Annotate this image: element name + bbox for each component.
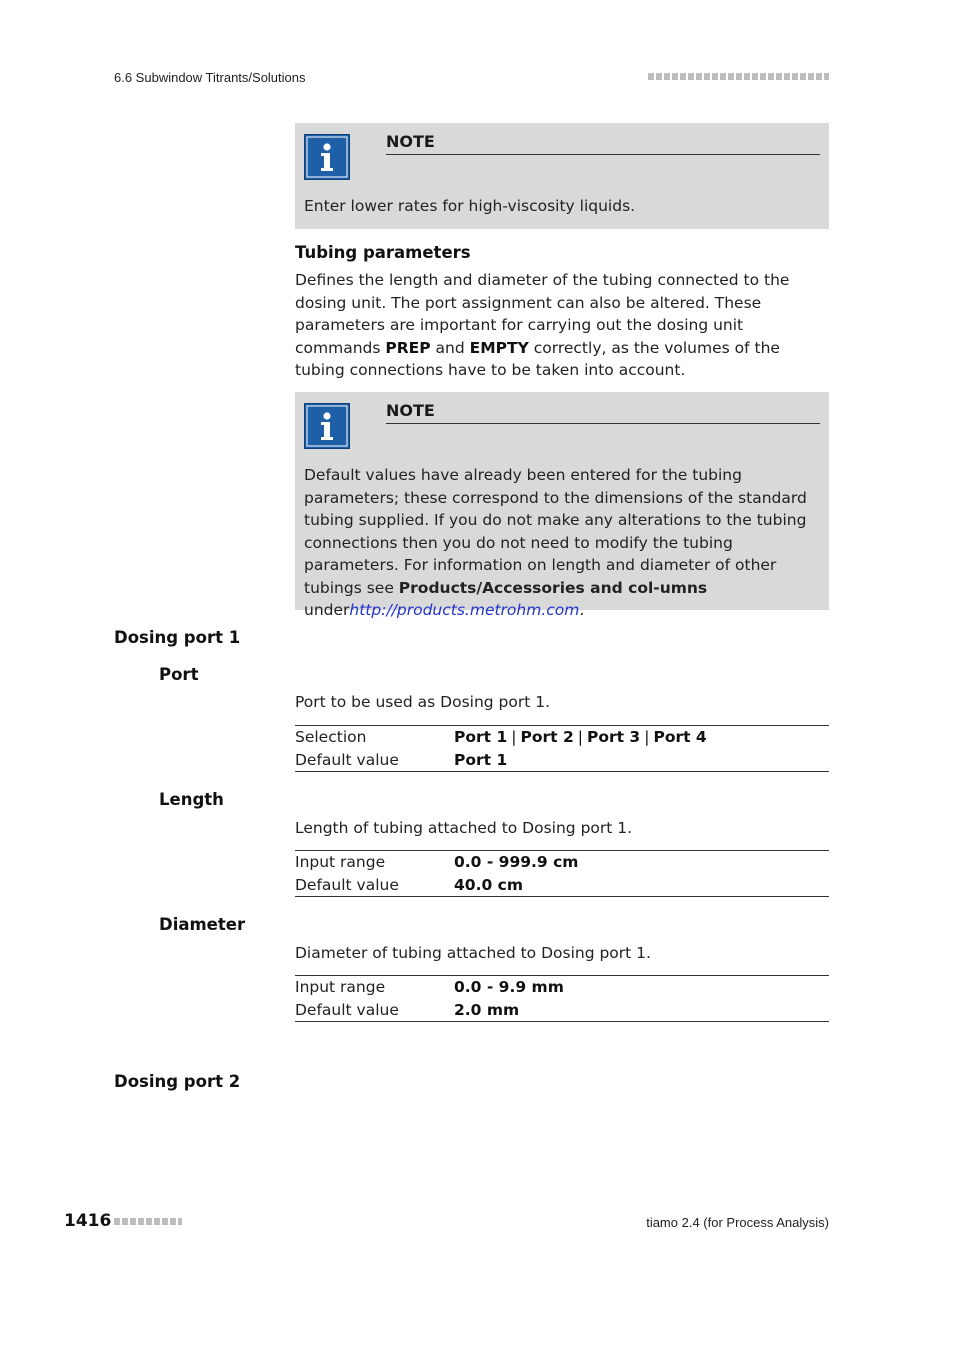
param-table-length	[295, 850, 829, 897]
products-reference: Products/Accessories and col-umns	[398, 578, 708, 597]
input-range-value: 0.0 - 9.9 mm	[454, 978, 564, 996]
param-description-port: Port to be used as Dosing port 1.	[295, 693, 551, 711]
table-row	[295, 976, 829, 999]
param-table-port	[295, 725, 829, 772]
info-icon	[304, 134, 350, 180]
info-icon	[304, 403, 350, 449]
tubing-description: Defines the length and diameter of the tubing connected to the dosing unit. The port assignment can also be altered. These parameters are important for carrying out the dosing unit commands PREP and EMPTY correctly, as the volumes of the tubing connections have to be taken into account.	[295, 271, 790, 379]
command-prep: PREP	[385, 338, 431, 357]
selection-label: Selection	[295, 728, 367, 746]
page-number: 1416	[64, 1211, 112, 1231]
note-title: NOTE	[386, 401, 820, 424]
note-box	[295, 123, 829, 229]
param-heading-diameter: Diameter	[159, 915, 246, 934]
footer-product: tiamo 2.4 (for Process Analysis)	[646, 1215, 829, 1230]
table-row	[295, 874, 829, 897]
table-row	[295, 851, 829, 874]
default-value: Port 1	[454, 750, 508, 769]
default-value: 2.0 mm	[454, 1000, 520, 1019]
param-description-diameter: Diameter of tubing attached to Dosing port 1.	[295, 944, 651, 962]
default-label: Default value	[295, 750, 399, 769]
note-body: Enter lower rates for high-viscosity liquids.	[304, 197, 636, 215]
footer-dot-rule	[114, 1218, 182, 1225]
note-title: NOTE	[386, 132, 820, 155]
param-heading-length: Length	[159, 790, 224, 809]
default-label: Default value	[295, 875, 399, 894]
input-range-label: Input range	[295, 853, 386, 871]
section-heading-dosing-port-1: Dosing port 1	[114, 628, 241, 647]
selection-options: Port 1 | Port 2 | Port 3 | Port 4	[454, 728, 707, 746]
note-body: Default values have already been entered for the tubing parameters; these correspond to the dimensions of the standard tubing supplied. If you do not make any alterations to the tubing connections then you do not need to modify the tubing parameters. For information on length and diameter of other tubings see Products/Accessories and col-umns underhttp://products.metrohm.com.	[304, 466, 807, 619]
param-description-length: Length of tubing attached to Dosing port 1.	[295, 819, 633, 837]
input-range-value: 0.0 - 999.9 cm	[454, 853, 579, 871]
note-box	[295, 392, 829, 619]
command-empty: EMPTY	[469, 338, 529, 357]
header-dot-rule	[648, 73, 829, 80]
section-heading-dosing-port-2: Dosing port 2	[114, 1072, 241, 1091]
table-row	[295, 726, 829, 749]
default-value: 40.0 cm	[454, 875, 523, 894]
input-range-label: Input range	[295, 978, 386, 996]
section-heading-tubing: Tubing parameters	[295, 243, 471, 262]
products-link[interactable]: http://products.metrohm.com	[349, 601, 580, 619]
param-heading-port: Port	[159, 665, 199, 684]
table-row	[295, 749, 829, 772]
running-header: 6.6 Subwindow Titrants/Solutions	[114, 70, 306, 85]
default-label: Default value	[295, 1000, 399, 1019]
param-table-diameter	[295, 975, 829, 1022]
table-row	[295, 999, 829, 1022]
